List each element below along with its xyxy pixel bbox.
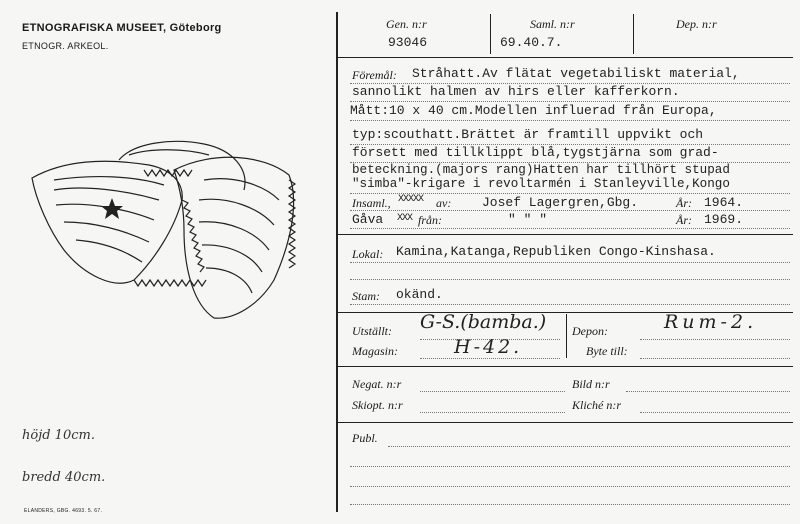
foremal-line-4: typ:scouthatt.Brättet är framtill uppvikt och [352,127,704,142]
foremal-line-1: Stråhatt.Av flätat vegetabiliskt material, [412,66,740,81]
foremal-line-7: "simba"-krigare i revoltarmén i Stanleyville,Kongo [352,177,730,191]
insaml-struck: XXXXX [398,194,424,205]
museum-name: ETNOGRAFISKA MUSEET, Göteborg [22,22,222,34]
dep-label: Dep. n:r [676,17,717,31]
department: ETNOGR. ARKEOL. [22,41,109,51]
section-rule-4 [338,422,793,423]
foremal-line-2: sannolikt halmen av hirs eller kafferkorn. [352,84,680,99]
gava-struck: XXX [397,213,413,224]
magasin-value: H-42. [454,336,523,358]
gen-label: Gen. n:r [386,17,427,31]
insaml-value: Josef Lagergren,Gbg. [482,195,639,210]
star-icon [101,198,123,219]
section-rule-3 [338,366,793,367]
stam-label: Stam: [352,289,380,303]
byte-label: Byte till: [586,344,628,358]
lokal-value: Kamina,Katanga,Republiken Congo-Kinshasa. [396,244,716,259]
utstallt-value: G-S.(bamba.) [420,311,547,333]
saml-value: 69.40.7. [500,35,563,50]
numbers-rule [338,57,793,58]
saml-label: Saml. n:r [530,17,575,31]
gava-year-label: År: [676,213,692,227]
foremal-label: Föremål: [352,68,397,82]
magasin-label: Magasin: [352,344,398,358]
insaml-label: Insaml., [352,196,391,210]
insaml-av-label: av: [436,196,452,210]
publ-label: Publ. [352,431,378,445]
depon-label: Depon: [572,324,608,338]
negat-label: Negat. n:r [352,377,402,391]
gava-label: Gåva [352,212,384,227]
dimension-width: bredd 40cm. [22,470,106,485]
num-sep-1 [490,14,491,54]
gava-ditto: " " " [508,212,548,227]
stam-value: okänd. [396,287,443,302]
foremal-line-6: beteckning.(majors rang)Hatten har tillhört stupad [352,163,730,177]
card-divider [336,12,338,512]
insaml-year: 1964. [704,195,744,210]
printer-imprint: ELANDERS, GBG. 4693. 5. 67. [24,508,103,514]
gava-year: 1969. [704,212,744,227]
insaml-year-label: År: [676,196,692,210]
utstallt-label: Utställt: [352,324,393,338]
skiopt-label: Skiopt. n:r [352,398,403,412]
storage-sep [566,314,567,358]
cliche-label: Kliché n:r [572,398,621,412]
hat-sketch [24,130,314,330]
dimension-height: höjd 10cm. [22,428,95,443]
foremal-line-3: Mått:10 x 40 cm.Modellen influerad från Europa, [350,103,717,118]
lokal-label: Lokal: [352,247,384,261]
depon-value: Rum-2. [664,311,758,333]
bild-label: Bild n:r [572,377,610,391]
section-rule-1 [338,234,793,235]
foremal-line-5: försett med tillklippt blå,tygstjärna som grad- [352,145,719,160]
gen-value: 93046 [388,35,428,50]
num-sep-2 [633,14,634,54]
gava-fran-label: från: [418,213,442,227]
